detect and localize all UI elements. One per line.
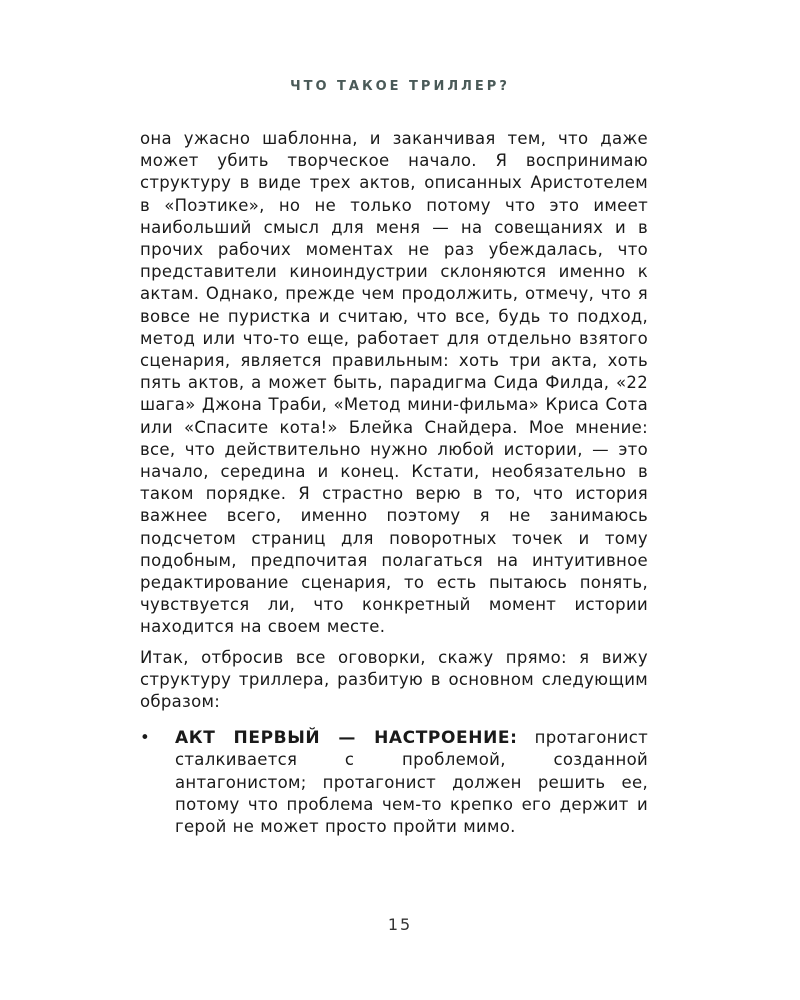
running-header: ЧТО ТАКОЕ ТРИЛЛЕР? [290,79,510,94]
act-description: протагонист сталкивается с проблемой, созданной антагонистом; протагонист должен решить ее, потому что проблема чем-то крепко его держит и герой не может просто пройти мимо. [175,728,649,837]
bullet-marker: • [140,728,151,748]
bullet-list [140,727,648,838]
list-item [140,727,648,838]
body-paragraph: она ужасно шаблонна, и заканчивая тем, что даже может убить творческое начало. Я воспринимаю структуру в виде трех актов, описанных Аристотелем в «Поэтике», но не только потому что это имеет наибольший смысл для меня — на совещаниях и в прочих рабочих моментах не раз убеждалась, что представители киноиндустрии склоняются именно к актам. Однако, прежде чем продолжить, отмечу, что я вовсе не пуристка и считаю, что все, будь то подход, метод или что-то еще, работает для отдельно взятого сценария, является правильным: хоть три акта, хоть пять актов, а может быть, парадигма Сида Филда, «22 шага» Джона Траби, «Метод мини-фильма» Криса Сота или «Спасите кота!» Блейка Снайдера. Мое мнение: все, что действительно нужно любой истории, — это начало, середина и конец. Кстати, необязательно в таком порядке. Я страстно верю в то, что история важнее всего, именно поэтому я не занимаюсь подсчетом страниц для поворотных точек и тому подобным, предпочитая полагаться на интуитивное редактирование сценария, то есть пытаюсь понять, чувствуется ли, что конкретный момент истории находится на своем месте. [140,129,648,637]
act-heading: АКТ ПЕРВЫЙ — НАСТРОЕНИЕ: [175,728,518,749]
page-number: 15 [387,915,413,934]
body-paragraph: Итак, отбросив все оговорки, скажу прямо: я вижу структуру триллера, разбитую в основном следующим образом: [140,647,648,712]
page-body [140,128,648,838]
